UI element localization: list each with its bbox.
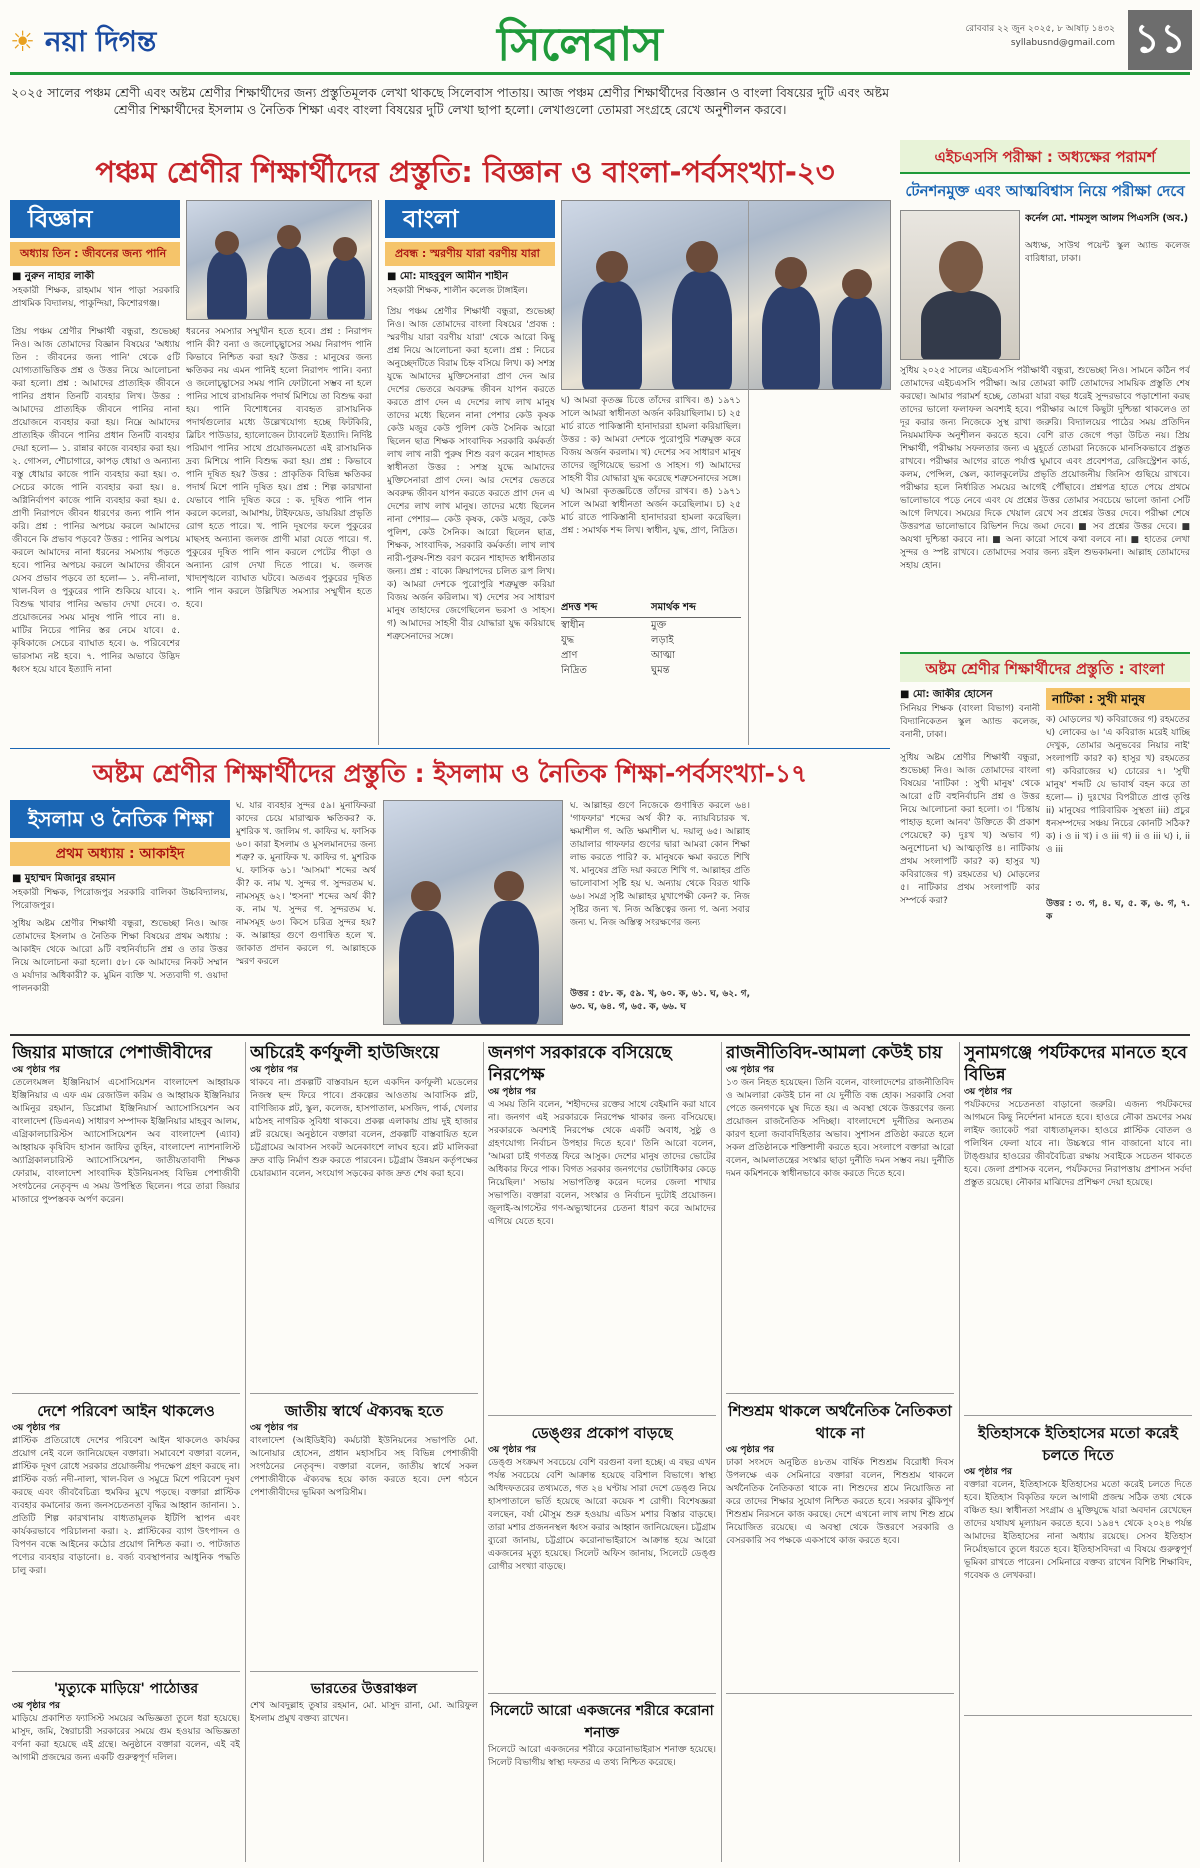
islam-title: ইসলাম ও নৈতিক শিক্ষা [10,800,230,838]
news-sub-continued: ৩য় পৃষ্ঠার পর [12,1423,61,1433]
news-sub2[interactable]: সিলেটে আরো একজনের শরীরে করোনা শনাক্ত [490,1703,714,1741]
islam-author-role: সহকারী শিক্ষক, পিরোজপুর সরকারি বালিকা উচ্চবিদ্যালয়, পিরোজপুর। [12,888,228,911]
synonym-row: প্রাণ আত্মা [561,650,676,661]
news-subhead[interactable]: ইতিহাসকে ইতিহাসের মতো করেই চলতে দিতে [978,1424,1178,1464]
news-subhead[interactable]: দেশে পরিবেশ আইন থাকলেও [37,1402,215,1420]
islam-body-3: ঘ. আল্লাহর গুণে নিজেকে গুণান্বিত করলে ৬৪। 'গাফফার' শব্দের অর্থ কী? ক. ন্যায়বিচারক খ. ক্ষমাশীল গ. অতি ক্ষমাশীল ঘ. দয়ালু ৬৫। আল্লাহ তায়ালার গাফফার গুণের দ্বারা আমরা কোন শিক্ষা লাভ করতে পারি? ক. মানুষকে ক্ষমা করতে শিখি খ. মানুষের প্রতি দয়া করতে শিখি গ. আল্লাহর প্রতি ভালোবাসা সৃষ্টি হয় ঘ. অন্যায় থেকে বিরত থাকি ৬৬। সমগ্র সৃষ্টি আল্লাহর মুখাপেক্ষী কেন? ক. নিজ সৃষ্টির জন্য খ. নিজ অস্তিত্বের জন্য গ. অন্য সবার জন্য ঘ. নিজ অস্তিত্ব সংরক্ষণের জন্য [570,801,750,928]
science-author-role: সহকারী শিক্ষক, রাহমাম খান পাড়া সরকারি প্রাথমিক বিদ্যালয়, পাকুন্দিয়া, কিশোরগঞ্জ। [12,286,180,309]
column-divider [378,200,379,745]
islam-author: ■ মুহাম্মদ মিজানুর রহমান [12,873,116,884]
news-continued: ৩য় পৃষ্ঠার পর [12,1065,61,1075]
section-title: সিলেবাস [497,17,663,70]
news-headline[interactable]: জনগণ সরকারকে বসিয়েছে নিরপেক্ষ [488,1043,672,1085]
news-sub-body: বক্তারা বলেন, ইতিহাসকে ইতিহাসের মতো করেই চলতে দিতে হবে। ইতিহাস বিকৃতির ফলে আগামী প্রজন্ম সঠিক তথ্য থেকে বঞ্চিত হয়। স্বাধীনতা সংগ্রাম ও মুক্তিযুদ্ধে যারা অবদান রেখেছেন তাদের যথাযথ মূল্যায়ন করতে হবে। ১৯৪৭ থেকে ২০২৪ পর্যন্ত আমাদের ইতিহাসের নানা অধ্যায় রয়েছে। সেসব ইতিহাস নির্মোহভাবে তুলে ধরতে হবে। ইতিহাসবিদরা এ বিষয়ে গুরুত্বপূর্ণ ভূমিকা রাখতে পারেন। সেমিনারে বক্তব্য রাখেন বিশিষ্ট শিক্ষাবিদ, গবেষক ও লেখকরা। [964,1480,1192,1581]
bangla-body-2: ঘ) আমরা কৃতজ্ঞ চিত্তে তাঁদের রাখিব। ঙ) ১৯৭১ সালে আমরা স্বাধীনতা অর্জন করিয়াছিলাম। চ) ২৫ মার্চ রাতে পাকিস্তানী হানাদাররা হামলা করিয়াছিল। উত্তর : ক) আমরা দেশকে পুরোপুরি শত্রুমুক্ত করে বিজয় অর্জন করলাম। খ) দেশের সব সাধারণ মানুষ তাদের জুগিয়েছে ভরসা ও সাহস। গ) আমাদের সাহসী বীর যোদ্ধারা যুদ্ধ করেছে শত্রুসেনাদের সঙ্গে। ঘ) আমরা কৃতজ্ঞচিত্তে তাঁদের রাখব। ঙ) ১৯৭১ সালে আমরা স্বাধীনতা অর্জন করেছিলাম। চ) ২৫ মার্চ রাতে পাকিস্তানী হানাদাররা হামলা করেছিল। প্রশ্ন : সমার্থক শব্দ লিখ। স্বাধীন, যুদ্ধ, প্রাণ, নিদ্রিত। [561,396,741,536]
email-link[interactable]: syllabusnd@gmail.com [1010,38,1115,48]
class8-islam-headline: অষ্টম শ্রেণীর শিক্ষার্থীদের প্রস্তুতি : ইসলাম ও নৈতিক শিক্ষা-পর্বসংখ্যা-১৭ [92,759,808,788]
news-continued: ৩য় পৃষ্ঠার পর [488,1087,537,1097]
news-sub2-body: শেখ আবদুল্লাহ তুষার রহমান, মো. মাসুদ রানা, মো. আরিফুল ইসলাম প্রমুখ বক্তব্য রাখেন। [250,1701,478,1724]
news-subhead[interactable]: শিশুশ্রম থাকলে অর্থনৈতিক নৈতিকতা থাকে না [728,1402,952,1442]
news-headline[interactable]: রাজনীতিবিদ-আমলা কেউই চায় [726,1043,943,1063]
news-sub-body: প্লাস্টিক প্রতিরোধে দেশের পরিবেশ আইন থাকলেও কার্যকর প্রয়োগ নেই বলে জানিয়েছেন বক্তারা। সমাবেশে বক্তারা বলেন, প্লাস্টিক দূষণ রোধে সরকার প্রয়োজনীয় পদক্ষেপ গ্রহণ করছে না। প্লাস্টিক বর্জ্য নদী-নালা, খাল-বিল ও সমুদ্রে মিশে পরিবেশ দূষণ করছে এবং জীববৈচিত্র্য হুমকির মুখে পড়ছে। বক্তারা প্লাস্টিক ব্যবহার কমানোর জন্য জনসচেতনতা বৃদ্ধির আহ্বান জানান। ১. প্রতিটি শিল্প কারখানায় বাধ্যতামূলক ইটিপি স্থাপন এবং কার্যকরভাবে পরিচালনা করা। ২. প্লাস্টিকের ব্যাগ উৎপাদন ও বিপণন বন্ধে আইনের কঠোর প্রয়োগ নিশ্চিত করা। ৩. পাটজাত পণ্যের ব্যবহার বাড়ানো। ৪. বর্জ্য ব্যবস্থাপনার আধুনিক পদ্ধতি চালু করা। [12,1436,240,1576]
news-sub2-continued: ৩য় পৃষ্ঠার পর [12,1701,61,1711]
islam-photo [383,800,563,1025]
news-headline[interactable]: জিয়ার মাজারে পেশাজীবীদের [12,1043,212,1063]
islam-chapter: প্রথম অধ্যায় : আকাইদ [10,842,230,866]
news-column [250,1042,478,1862]
islam-body-2: ঘ. যার ব্যবহার সুন্দর ৫৯। মুনাফিকরা কাদের চেয়ে মারাত্মক ক্ষতিকর? ক. মুশরিক খ. জালিম গ. কাফির ঘ. ফাসিক ৬০। কারা ইসলাম ও মুসলমানদের জন্য শত্রু? ক. মুনাফিক খ. কাফির গ. মুশরিক ঘ. ফাসিক ৬১। 'আসমা' শব্দের অর্থ কী? ক. নাম খ. সুন্দর গ. সুন্দরতম ঘ. নামসমূহ ৬২। 'হুসনা' শব্দের অর্থ কী? ক. নাম খ. সুন্দর গ. সুন্দরতম ঘ. নামসমূহ ৬৩। কিসে চরিত্র সুন্দর হয়? ক. আল্লাহর গুণে গুণান্বিত হলে খ. জাকাত প্রদান করলে গ. আল্লাহকে স্মরণ করলে [236,801,376,967]
news-column [726,1042,954,1862]
class8-bangla-banner: অষ্টম শ্রেণীর শিক্ষার্থীদের প্রস্তুতি : বাংলা [900,652,1190,682]
bangla-author: ■ মো: মাহবুবুল আমীন শাহীন [387,271,509,282]
news-body: থাকবে না। প্রকল্পটি বাস্তবায়ন হলে একদিন কর্ণফুলী মডেলের নিজস্ব ছন্দ ফিরে পাবে। প্রকল্পের আওতায় আবাসিক প্লট, বাণিজ্যিক প্লট, স্কুল, কলেজ, হাসপাতাল, মসজিদ, পার্ক, খেলার মাঠসহ নাগরিক সুবিধা থাকবে। প্রকল্প এলাকায় প্রায় দুই হাজার প্লট রয়েছে। অনুষ্ঠানে বক্তারা বলেন, প্রকল্পটি বাস্তবায়িত হলে চট্টগ্রামের আবাসন সংকট অনেকাংশে লাঘব হবে। প্লট মালিকরা দ্রুত বাড়ি নির্মাণ শুরু করতে পারবেন। চট্টগ্রাম উন্নয়ন কর্তৃপক্ষের চেয়ারম্যান বলেন, সংযোগ সড়কের কাজ দ্রুত শেষ করা হবে। [250,1078,478,1179]
masthead-rule [10,72,1190,75]
hsc-author-photo [900,210,1020,360]
science-photo [186,200,372,320]
news-sub-body: ঢাকা সংসদে অনুষ্ঠিত ৪৮তম বার্ষিক শিশুশ্রম বিরোধী দিবস উপলক্ষে এক সেমিনারে বক্তারা বলেন, শিশুশ্রম থাকলে অর্থনৈতিক নৈতিকতা থাকে না। শিশুদের শ্রমে নিয়োজিত না করে তাদের শিক্ষার সুযোগ নিশ্চিত করতে হবে। সরকার ঝুঁকিপূর্ণ শিশুশ্রম নিরসনে কাজ করছে। দেশে এখনো লাখ লাখ শিশু শ্রমে নিয়োজিত রয়েছে। এ অবস্থা থেকে উত্তরণে সরকারি ও বেসরকারি সব পক্ষকে একসাথে কাজ করতে হবে। [726,1458,954,1546]
class8-bangla-author: ■ মো: জাকীর হোসেন [900,689,993,700]
news-rule [10,1034,1190,1036]
science-body-2: ধরনের সমস্যার সম্মুখীন হতে হবে। প্রশ্ন : নিরাপদ পানি কী? বন্যা ও জলোচ্ছ্বাসের সময় নিরাপদ পানি কিভাবে নিশ্চিত করা হয়? উত্তর : মানুষের জন্য ক্ষতিকর নয় এমন পানিই হলো নিরাপদ পানি। বন্যা ও জলোচ্ছ্বাসের সময় পানি ফোটানো সম্ভব না হলে পানির সাথে রাসায়নিক পদার্থ মিশিয়ে তা বিশুদ্ধ করা হয়। পানি বিশোধনের ব্যবহৃত রাসায়নিক পদার্থগুলোর মধ্যে উল্লেখযোগ্য হচ্ছে ফিটকিরি, ব্লিচিং পাউডার, হ্যালোজেন ট্যাবলেট ইত্যাদি। নির্দিষ্ট পরিমাণ পানির সাথে প্রয়োজনমতো এই রাসায়নিক দ্রব্য মিশিয়ে পানি বিশুদ্ধ করা হয়। প্রশ্ন : কিভাবে পানি দূষিত হয়? উত্তর : প্রাকৃতিক বিভিন্ন ক্ষতিকর পদার্থ মিশে পানি দূষিত হয়। প্রশ্ন : শিল্প কারখানা যেভাবে পানি দূষিত করে : ক. দূষিত পানি পান করলে কলেরা, আমাশয়, টাইফয়েড, ডায়রিয়া প্রভৃতি রোগ হতে পারে। খ. পানি দূষণের ফলে পুকুরের মাছসহ অন্যান্য জলজ প্রাণী মারা যেতে পারে। গ. পুকুরের দূষিত পানি পান করলে পেটের পীড়া ও অন্যান্য রোগ দেখা দিতে পারে। ঘ. জলজ খাদ্যশৃঙ্খলে ব্যাঘাত ঘটবে। অতএব পুকুরের দূষিত পানি পান করলে উল্লিখিত সমস্যার সম্মুখীন হতে হবে। [186,327,372,610]
news-body: পর্যটকদের সচেতনতা বাড়ানো জরুরি। এজন্য পর্যটকদের আগমনে কিছু নির্দেশনা মানতে হবে। হাওরে নৌকা ভ্রমণের সময় লাইফ জ্যাকেট পরা বাধ্যতামূলক। হাওরে প্লাস্টিক বোতল ও পলিথিন ফেলা যাবে না। উচ্চস্বরে গান বাজানো যাবে না। টাঙ্গুয়ার হাওরের জীববৈচিত্র্য রক্ষায় সবাইকে সচেতন থাকতে হবে। জেলা প্রশাসক বলেন, পর্যটকদের নিরাপত্তায় প্রশাসন সর্বদা প্রস্তুত রয়েছে। নৌকার মাঝিদের প্রশিক্ষণ দেয়া হয়েছে। [964,1100,1192,1188]
news-sub-continued: ৩য় পৃষ্ঠার পর [250,1423,299,1433]
intro-text: ২০২৫ সালের পঞ্চম শ্রেণী এবং অষ্টম শ্রেণীর শিক্ষার্থীদের জন্য প্রস্তুতিমূলক লেখা থাকছে সিলেবাস পাতায়। আজ পঞ্চম শ্রেণীর শিক্ষার্থীদের বিজ্ঞান ও বাংলা বিষয়ের দুটি এবং অষ্টম শ্রেণীর শিক্ষার্থীদের ইসলাম ও নৈতিক শিক্ষা এবং বাংলা বিষয়ের দুটি লেখা ছাপা হলো। লেখাগুলো তোমরা সংগ্রহে রেখে অনুশীলন করবে। [10,85,890,117]
news-sub2-body: মাড়িয়ে প্রকাশিত ফ্যাসিস্ট সময়ের অভিজ্ঞতা তুলে ধরা হয়েছে। মাসুদ, জমি, স্বৈরাচারী সরকারের সময়ে গুম হওয়ার অভিজ্ঞতা বর্ণনা করা হয়েছে এই গ্রন্থে। অনুষ্ঠানে বক্তারা বলেন, এই বই আগামী প্রজন্মের জন্য একটি গুরুত্বপূর্ণ দলিল। [12,1714,240,1763]
science-title: বিজ্ঞান [10,200,180,238]
news-divider [483,1042,484,1862]
column-divider [748,200,749,745]
news-body: ১৩ জন নিহত হয়েছেন। তিনি বলেন, বাংলাদেশের রাজনীতিবিদ ও আমলারা কেউই চান না যে দুর্নীতি বন্ধ হোক। সরকারি সেবা পেতে জনগণকে ঘুষ দিতে হয়। এ অবস্থা থেকে উত্তরণের জন্য প্রয়োজন রাজনৈতিক সদিচ্ছা। বাংলাদেশে দুর্নীতির অন্যতম কারণ হলো জবাবদিহিতার অভাব। সুশাসন প্রতিষ্ঠা করতে হলে সকল প্রতিষ্ঠানকে শক্তিশালী করতে হবে। সংলাপে বক্তারা আরো বলেন, আমলাতন্ত্রের সংস্কার ছাড়া দুর্নীতি দমন সম্ভব নয়। দুর্নীতি দমন কমিশনকে স্বাধীনভাবে কাজ করতে দিতে হবে। [726,1078,954,1179]
news-body: এ সময় তিনি বলেন, 'শহীদদের রক্তের সাথে বেইমানি করা যাবে না। জনগণ এই সরকারকে নিরপেক্ষ থাকার জন্য বসিয়েছে। সরকারকে অবশ্যই নিরপেক্ষ থেকে একটি অবাধ, সুষ্ঠু ও গ্রহণযোগ্য নির্বাচন উপহার দিতে হবে।' তিনি আরো বলেন, 'আমরা চাই গণতন্ত্র ফিরে আসুক। দেশের মানুষ তাদের ভোটের অধিকার ফিরে পাক। বিগত সরকার জনগণের ভোটাধিকার কেড়ে নিয়েছিল।' সভায় সভাপতিত্ব করেন দলের জেলা শাখার সভাপতি। বক্তারা বলেন, সংস্কার ও নির্বাচন দুটোই প্রয়োজন। জুলাই-আগস্টের গণ-অভ্যুত্থানের চেতনা ধারণ করে আমাদের এগিয়ে যেতে হবে। [488,1100,716,1227]
bangla-title: বাংলা [385,200,555,238]
science-author: ■ নুরুন নাহার লাকী [12,271,95,282]
news-column [964,1042,1192,1862]
synonym-row: নিদ্রিত ঘুমন্ত [561,665,670,676]
news-column [12,1042,240,1862]
news-sub-body: বাংলাদেশ (আইডিইবি) কর্মচারী ইউনিয়নের সভাপতি মো. আনোয়ার হোসেন, প্রধান মহাসচিব সহ বিভিন্ন পেশাজীবী সংগঠনের নেতৃবৃন্দ। বক্তারা বলেন, জাতীয় স্বার্থে সকল পেশাজীবীকে ঐক্যবদ্ধ হয়ে কাজ করতে হবে। দেশ গঠনে পেশাজীবীদের ভূমিকা অপরিসীম। [250,1436,478,1498]
synonym-table: প্রদত্ত শব্দ সমার্থক শব্দ স্বাধীন মুক্ত যুদ্ধ লড়াই প্রাণ আত্মা নিদ্রিত ঘুমন্ত [561,600,741,740]
dateline: রোববার ২২ জুন ২০২৫, ৮ আষাঢ় ১৪৩২ syllabusnd@gmail.com [900,22,1115,56]
class8-bangla-body: সুধিয় অষ্টম শ্রেণীর শিক্ষার্থী বন্ধুরা, শুভেচ্ছা নিও। আজ তোমাদের বাংলা বিষয়ের 'নাটিকা : সুখী মানুষ' থেকে আরো ৫টি বহুনির্বাচনি প্রশ্ন ও উত্তর নিয়ে আলোচনা করা হলো। ৩। 'চিন্তায় পাহাড় হলো আনব' উক্তিতে কী প্রকাশ পেয়েছে? ক) দুঃখ খ) অভাব গ) অনুশোচনা ঘ) আত্মতৃপ্তি ৪। নাটিকায় প্রথম সংলাপটি কার? ক) হাসুর খ) কবিরাজের গ) রহমতের ঘ) মোড়লের ৫। নাটিকার প্রথম সংলাপটি কার সম্পর্কে করা? [900,753,1040,906]
class8-bangla-body-2: ক) মোড়লের খ) কবিরাজের গ) রহমতের ঘ) লোকের ৬। 'এ কবিরাজ মরেই যাচ্ছি দেখুক, তোমার অনুভবের নিয়ার নাই' সংলাপটি কার? ক) হাসুর খ) রহমতের গ) কবিরাজের ঘ) চোরের ৭। 'সুখী মানুষ' শব্দটি যে ভাবার্থ বহন করে তা হলো— i) দুঃখের বিপরীতে প্রাপ্ত তৃপ্তি ii) মানুষের পারিবারিক সুস্থতা iii) প্রচুর ধনসম্পদের সঞ্চয় নিচের কোনটি সঠিক? ক) i ও ii খ) i ও iii গ) ii ও iii ঘ) i, ii ও iii [1046,715,1190,855]
news-sub-continued: ৩য় পৃষ্ঠার পর [964,1467,1013,1477]
class8-bangla-answer: উত্তর : ৩. গ, ৪. ঘ, ৫. ক, ৬. গ, ৭. ক [1046,899,1190,922]
hsc-author-role: অধ্যক্ষ, সাউথ পয়েন্ট স্কুল অ্যান্ড কলেজ বারিধারা, ঢাকা। [1025,241,1190,264]
news-headline[interactable]: সুনামগঞ্জে পর্যটকদের মানতে হবে বিভিন্ন [964,1043,1187,1085]
news-continued: ৩য় পৃষ্ঠার পর [964,1087,1013,1097]
news-sub2[interactable]: 'মৃত্যুকে মাড়িয়ে' পাঠোত্তর [53,1681,199,1697]
bangla-body: প্রিয় পঞ্চম শ্রেণীর শিক্ষার্থী বন্ধুরা, শুভেচ্ছা নিও। আজ তোমাদের বাংলা বিষয়ের 'প্রবন্ধ : স্মরণীয় যারা বরণীয় যারা' থেকে আরো কিছু প্রশ্ন নিয়ে আলোচনা করা হলো। প্রশ্ন : নিচের অনুচ্ছেদটিতে বিরাম চিহ্ন বসিয়ে লিখ। ক) সশস্ত্র যুদ্ধে আমাদের মুক্তিসেনারা প্রাণ দেন আর দেশের ভেতরে অবরুদ্ধ জীবন যাপন করতে করতে প্রাণ দেন এ দেশের লাখ লাখ মানুষ তাদের মধ্যে ছিলেন নানা পেশার কেউ কৃষক কেউ মজুর কেউ পুলিশ কেউ সৈনিক আরো ছিলেন ছাত্র শিক্ষক সাংবাদিক সরকারি কর্মকর্তা লাখ লাখ নারী পুরুষ শিশু বরণ করেন শাহাদত স্বাধীনতা উত্তর : সশস্ত্র যুদ্ধে আমাদের মুক্তিসেনারা প্রাণ দেন। আর দেশের ভেতরে অবরুদ্ধ জীবন যাপন করতে করতে প্রাণ দেন এ দেশের লাখ লাখ মানুষ। তাদের মধ্যে ছিলেন নানা পেশার— কেউ কৃষক, কেউ মজুর, কেউ পুলিশ, কেউ সৈনিক। আরো ছিলেন ছাত্র, শিক্ষক, সাংবাদিক, সরকারি কর্মকর্তা। লাখ লাখ নারী-পুরুষ-শিশু বরণ করেন শাহাদত স্বাধীনতার জন্য। প্রশ্ন : বাক্যে ক্রিয়াপদের চলিত রূপ লিখ। ক) আমরা দেশকে পুরোপুরি শত্রুমুক্ত করিয়া বিজয় অর্জন করিলাম। খ) দেশের সব সাধারণ মানুষ তাহাদের জেগেছিলেন ভরসা ও সাহস। গ) আমাদের সাহসী বীর যোদ্ধারা যুদ্ধ করিয়াছে শত্রুসেনাদের সঙ্গে। [387,307,555,642]
news-sub2-body [726,1700,954,1820]
islam-answer: উত্তর : ৫৮. ক, ৫৯. খ, ৬০. ক, ৬১. ঘ, ৬২. গ, ৬৩. ঘ, ৬৪. গ, ৬৫. ক, ৬৬. ঘ [570,989,750,1012]
hsc-author: কর্নেল মো. শামসুল আলম পিএসসি (অব.) [1025,213,1189,224]
hsc-headline: টেনশনমুক্ত এবং আত্মবিশ্বাস নিয়ে পরীক্ষা দেবে [905,182,1185,200]
hsc-body: সুধিয় ২০২৫ সালের এইচএসসি পরীক্ষার্থী বন্ধুরা, শুভেচ্ছা নিও। সামনে কঠিন পর্ব তোমাদের এইচএসসি পরীক্ষা। আর তোমরা কাটি তোমাদের সাময়িক প্রস্তুতি শেষ করছো। আমার পরামর্শ হচ্ছে, তোমরা যারা বছর ধরেই সুন্দরভাবে পড়াশোনা করছ তাদের ভালো ফলাফল অবশ্যই হবে। পরীক্ষার আগে কিছুটা দুশ্চিন্তা থাকলেও তা দূর করার জন্য নিজেকে সুস্থ রাখা জরুরি। বিদ্যালয়ের পাঠের সময় প্রতিদিন নিয়মমাফিক অনুশীলন করতে হবে। বেশি রাত জেগে পড়া উচিত নয়। প্রিয় শিক্ষার্থী, পরীক্ষায় সফলতার জন্য এ মুহূর্তে তোমরা নিজেকে মানসিকভাবে প্রস্তুত রাখবে। পরীক্ষার আগের রাতে পর্যাপ্ত ঘুমাবে এবং প্রবেশপত্র, রেজিস্ট্রেশন কার্ড, কলম, পেন্সিল, স্কেল, ক্যালকুলেটর প্রভৃতি প্রয়োজনীয় জিনিস গুছিয়ে রাখবে। পরীক্ষার হলে নির্ধারিত সময়ের আগেই পৌঁছাবে। প্রশ্নপত্র হাতে পেয়ে প্রথমে ভালোভাবে পড়ে নেবে এবং যে প্রশ্নের উত্তর তোমার সবচেয়ে ভালো জানা সেটি আগে লিখবে। সময়ের দিকে খেয়াল রেখে সব প্রশ্নের উত্তর দেবে। পরীক্ষা শেষে উত্তরপত্র ভালোভাবে রিভিশন দিয়ে জমা দেবে। ■ সব প্রশ্নের উত্তর দেবে। ■ অযথা দুশ্চিন্তা করবে না। ■ অন্য কারো সাথে কথা বলবে না। ■ হাতের লেখা সুন্দর ও স্পষ্ট রাখবে। তোমাদের সবার জন্য রইল শুভকামনা। আল্লাহ তোমাদের সহায় হোন। [900,366,1190,571]
news-divider [959,1042,960,1862]
news-sub2-body: সিলেটে আরো একজনের শরীরে করোনাভাইরাস শনাক্ত হয়েছে। সিলেট বিভাগীয় স্বাস্থ্য দফতর এ তথ্য নিশ্চিত করেছে। [488,1745,716,1768]
bangla-chapter: প্রবন্ধ : স্মরণীয় যারা বরণীয় যারা [385,242,555,266]
news-subhead[interactable]: ডেঙ্গুর প্রকোপ বাড়ছে [531,1424,673,1442]
news-continued: ৩য় পৃষ্ঠার পর [726,1065,775,1075]
news-sub2-body [964,1722,1192,1842]
science-chapter: অধ্যায় তিন : জীবনের জন্য পানি [10,242,180,266]
news-divider [245,1042,246,1862]
synonym-row: যুদ্ধ লড়াই [561,635,674,646]
class8-bangla-topic: নাটিকা : সুখী মানুষ [1046,688,1190,710]
bangla-photo [561,200,891,390]
news-sub-body: ডেঙ্গু সংক্রমণ সবচেয়ে বেশি বরগুনা বলা হচ্ছে। এ বছর এখন পর্যন্ত সবচেয়ে বেশি আক্রান্ত হয়েছে বরিশাল বিভাগে। স্বাস্থ্য অধিদফতরের তথ্যমতে, গত ২৪ ঘণ্টায় সারা দেশে ডেঙ্গু নিয়ে হাসপাতালে ভর্তি হয়েছে আরো কয়েক শ রোগী। বিশেষজ্ঞরা বলছেন, বর্ষা মৌসুম শুরু হওয়ায় এডিস মশার বিস্তার বাড়ছে। তারা মশার প্রজননস্থল ধ্বংস করার আহ্বান জানিয়েছেন। চট্টগ্রাম ব্যুরো জানায়, চট্টগ্রামে করোনাভাইরাসে আক্রান্ত হয়ে আরো একজনের মৃত্যু হয়েছে। সিলেট অফিস জানায়, সিলেটে ডেঙ্গু রোগীর সংখ্যা বাড়ছে। [488,1458,716,1572]
islam-body: সুধিয় অষ্টম শ্রেণীর শিক্ষার্থী বন্ধুরা, শুভেচ্ছা নিও। আজ তোমাদের ইসলাম ও নৈতিক শিক্ষা বিষয়ের প্রথম অধ্যায় : আকাইদ থেকে আরো ৯টি বহুনির্বাচনি প্রশ্ন ও তার উত্তর নিয়ে আলোচনা করা হলো। ৫৮। কে আমাদের নিকট সম্মান ও মর্যাদার অধিকারী? ক. মুমিন ব্যক্তি খ. সত্যবাদী গ. ওয়াদা পালনকারী [12,919,228,994]
news-body: তেলেংমঙ্গল ইঞ্জিনিয়ার্স এসোসিয়েশন বাংলাদেশ আহ্বায়ক ইঞ্জিনিয়ার এ এফ এম রেজাউল করিম ও আহ্বায়ক ইঞ্জিনিয়ার আমিনুর রহমান, ডিপ্লোমা ইঞ্জিনিয়ার্স অ্যাসোসিয়েশন অব বাংলাদেশ (ডিএনএ) সাধারণ সম্পাদক ইঞ্জিনিয়ার মাহবুব আলম, এগ্রিকালচারিস্টস অ্যাসোসিয়েশন অব বাংলাদেশ (এ্যাব) আহ্বায়ক কৃষিবিদ হাসান জাফির তুহিন, বাংলাদেশ ন্যাশনালিস্ট অ্যাগ্রিকালচারিস্ট অ্যাসোসিয়েশন, জাতীয়তাবাদী শিক্ষক ফোরাম, বাংলাদেশ সাংবাদিক ইউনিয়নসহ বিভিন্ন পেশাজীবী সংগঠনের নেতৃবৃন্দ এ সময় উপস্থিত ছিলেন। পরে তারা জিয়ার মাজারে পুষ্পস্তবক অর্পণ করেন। [12,1078,240,1205]
class8-bangla-author-role: সিনিয়র শিক্ষক (বাংলা বিভাগ) বনানী বিদ্যানিকেতন স্কুল অ্যান্ড কলেজ, বনানী, ঢাকা। [900,704,1040,740]
news-sub-continued: ৩য় পৃষ্ঠার পর [488,1445,537,1455]
news-column [488,1042,716,1862]
news-subhead[interactable]: জাতীয় স্বার্থে ঐক্যবদ্ধ হতে [284,1402,444,1420]
page-number: ১১ [1128,10,1192,70]
hsc-banner: এইচএসসি পরীক্ষা : অধ্যক্ষের পরামর্শ [900,140,1190,174]
news-continued: ৩য় পৃষ্ঠার পর [250,1065,299,1075]
bangla-author-role: সহকারী শিক্ষক, শালীন কলেজ টাঙ্গাইল। [387,286,528,296]
news-divider [721,1042,722,1862]
newspaper-logo: ☀ নয়া দিগন্ত [10,25,157,58]
synonym-row: স্বাধীন মুক্ত [561,620,667,631]
news-headline[interactable]: অচিরেই কর্ণফুলী হাউজিংয়ে [250,1043,440,1063]
section-rule [10,748,890,749]
science-body: প্রিয় পঞ্চম শ্রেণীর শিক্ষার্থী বন্ধুরা, শুভেচ্ছা নিও। আজ তোমাদের বিজ্ঞান বিষয়ের 'অধ্যায় তিন : জীবনের জন্য পানি' থেকে ৫টি যোগ্যতাভিত্তিক প্রশ্ন ও উত্তর নিয়ে আলোচনা করা হলো। প্রশ্ন : আমাদের প্রাত্যহিক জীবনে পানির প্রধান তিনটি ব্যবহার লিখ। উত্তর : আমাদের প্রাত্যহিক জীবনে পানির নানা প্রয়োজনে ব্যবহার করা হয়। নিম্নে আমাদের প্রাত্যহিক জীবনে পানির প্রধান তিনটি ব্যবহার দেয়া হলো— ১. রান্নার কাজে ব্যবহার করা হয়। ২. গোসল, শৌচাগারে, কাপড় ধোয়া ও অন্যান্য বস্তু ধোয়ার কাজে পানি ব্যবহার করা হয়। ৩. সেচের কাজে পানি ব্যবহার করা হয়। ৪. অগ্নিনির্বাপণ কাজে পানি ব্যবহার করা হয়। ৫. প্রাণী নিরাপদে জীবন ধারণের জন্য পানি পান করি। প্রশ্ন : পানির অপচয় করলে আমাদের জীবনে কি প্রভাব পড়বে? উত্তর : পানির অপচয় করলে আমাদের নানা ধরনের সমস্যায় পড়তে হবে। পানির অপচয় করলে আমাদের জীবনে যেসব প্রভাব পড়বে তা হলো— ১. নদী-নালা, খাল-বিল ও পুকুরের পানি শুকিয়ে যাবে। ২. বিশুদ্ধ খাবার পানির অভাব দেখা দেবে। ৩. প্রয়োজনের সময় মানুষ পানি পাবে না। ৪. মাটির নিচের পানির স্তর নেমে যাবে। ৫. কৃষিকাজে সেচের ব্যাঘাত হবে। ৬. পরিবেশের ভারসাম্য নষ্ট হবে। ৭. পানির অভাবে উদ্ভিদ ধ্বংস হয়ে যাবে ইত্যাদি নানা [12,327,180,675]
news-sub2[interactable]: ভারতের উত্তরাঞ্চল [310,1681,418,1697]
news-sub-continued: ৩য় পৃষ্ঠার পর [726,1445,775,1455]
class5-headline: পঞ্চম শ্রেণীর শিক্ষার্থীদের প্রস্তুতি: বিজ্ঞান ও বাংলা-পর্বসংখ্যা-২৩ [95,155,835,189]
sun-icon: ☀ [10,25,36,58]
